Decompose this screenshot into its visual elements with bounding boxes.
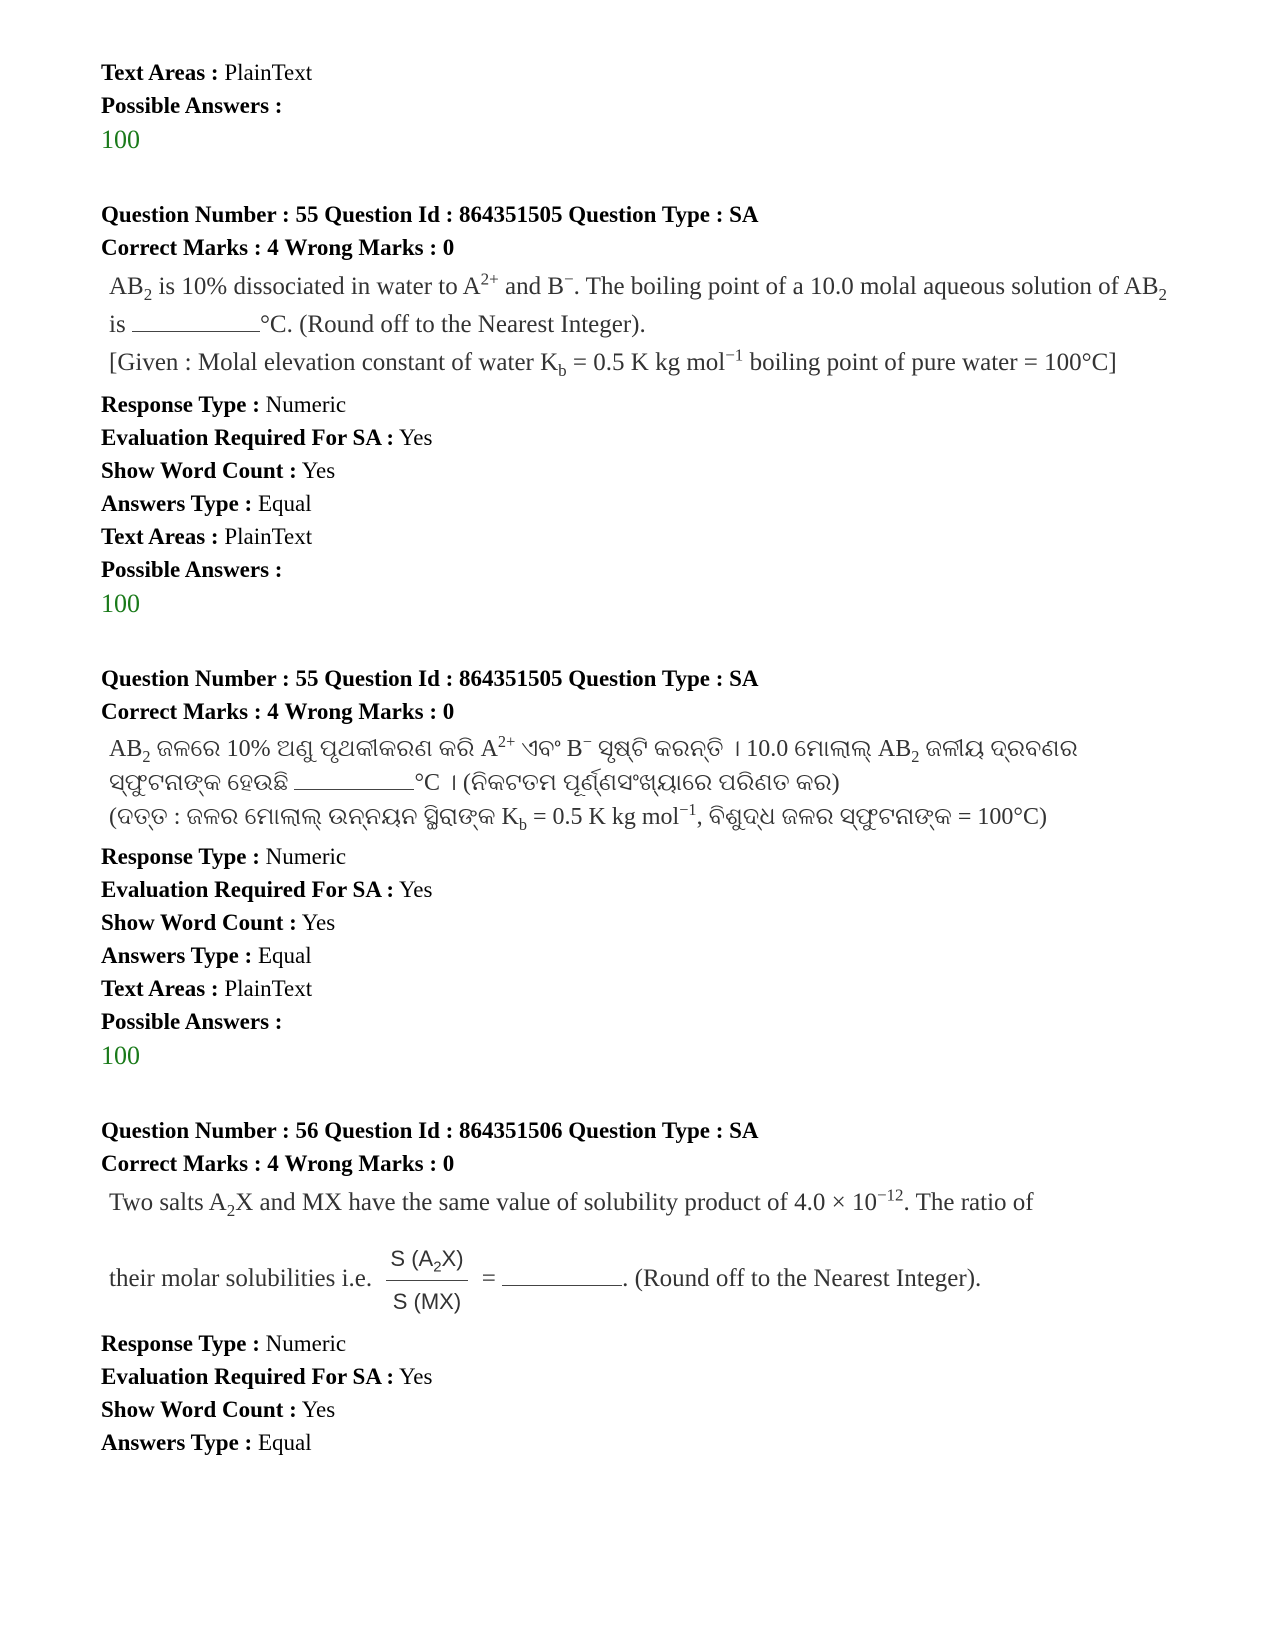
question-id: 864351505 [459,666,563,691]
wrong-marks: 0 [442,1151,455,1176]
text-areas-row: Text Areas : PlainText [101,976,313,1001]
question-number: 55 [295,666,319,691]
response-type-row: Response Type : Numeric [101,844,347,869]
possible-answer-value: 100 [101,1041,140,1070]
wrong-marks: 0 [442,235,455,260]
answer-blank [294,767,414,790]
text-areas-label: Text Areas : [101,60,219,85]
correct-marks: 4 [267,235,279,260]
question-text: Two salts $A_2X$ and MX have the same value of solubility product of $4.0 \times 10^{-12}$. The ratio of their molar solubilities i.e. $\frac{S (A_2X)}{S (MX)}$ = . (Round off to the Nearest Integer). [101,1184,1181,1321]
show-word-count-row: Show Word Count : Yes [101,910,336,935]
marks-row: Correct Marks : 4 Wrong Marks : 0 [101,699,455,724]
question-block [101,198,1181,622]
text-areas-row: Text Areas : PlainText [101,524,313,549]
correct-marks: 4 [267,1151,279,1176]
answers-type-row: Answers Type : Equal [101,943,312,968]
question-number: 56 [295,1118,319,1143]
evaluation-required-row: Evaluation Required For SA : Yes [101,1364,433,1389]
response-type-row: Response Type : Numeric [101,1331,347,1356]
question-type: SA [729,1118,759,1143]
answers-type-row: Answers Type : Equal [101,1430,312,1455]
ratio-expression: their molar solubilities i.e. $\frac{S (A_2X)}{S (MX)}$ = . (Round off to the Nearest Integer). [109,1240,1181,1321]
evaluation-required-row: Evaluation Required For SA : Yes [101,425,433,450]
response-type-row: Response Type : Numeric [101,392,347,417]
possible-answers-row: Possible Answers : [101,557,283,582]
text-areas-value: PlainText [224,60,313,85]
evaluation-required-row: Evaluation Required For SA : Yes [101,877,433,902]
question-id: 864351506 [459,1118,563,1143]
marks-row: Correct Marks : 4 Wrong Marks : 0 [101,1151,455,1176]
text-areas-row [101,56,1181,89]
possible-answers-row: Possible Answers : [101,1009,283,1034]
marks-row: Correct Marks : 4 Wrong Marks : 0 [101,235,455,260]
show-word-count-row: Show Word Count : Yes [101,1397,336,1422]
show-word-count-row: Show Word Count : Yes [101,458,336,483]
question-type: SA [729,666,759,691]
question-header: Question Number : 56 Question Id : 864351506 Question Type : SA [101,1118,759,1143]
answer-blank [132,309,260,332]
answer-blank [502,1263,622,1286]
possible-answers-label: Possible Answers : [101,93,283,118]
question-number: 55 [295,202,319,227]
wrong-marks: 0 [442,699,455,724]
question-text: $AB_2$ ଜଳରେ 10% ଅଣୁ ପୃଥକୀକରଣ କରି $A^{2+}$ ଏବଂ B− ସୃଷ୍ଟି କରନ୍ତି । 10.0 ମୋଲାଲ୍ $AB_2$ ଜଳୀୟ ଦ୍ରବଣର ସ୍ଫୁଟନାଙ୍କ ହେଉଛି °C । (ନିକଟତମ ପୂର୍ଣ୍ଣସଂଖ୍ୟାରେ ପରିଣତ କର) (ଦତ୍ତ : ଜଳର ମୋଲାଲ୍ ଉନ୍ନୟନ ସ୍ଥିରାଙ୍କ $K_b = 0.5$ K kg mol$^{-1}$, ବିଶୁଦ୍ଧ ଜଳର ସ୍ଫୁଟନାଙ୍କ = 100°C) [109,732,1078,834]
question-block [101,1114,1181,1459]
question-id: 864351505 [459,202,563,227]
question-block [101,662,1181,1074]
document-page [101,56,1181,1459]
question-type: SA [729,202,759,227]
question-text: $AB_2$ is 10% dissociated in water to $A^{2+}$ and B−. The boiling point of a 10.0 molal aqueous solution of $AB_2$ is °C. (Round off to the Nearest Integer). [Given : Molal elevation constant of water $K_b = 0.5$ K kg mol$^{-1}$ boiling point of pure water = 100°C] [109,269,1168,380]
possible-answers-row [101,89,1181,122]
possible-answer-value: 100 [101,589,140,618]
solubility-ratio-fraction: $\frac{S (A_2X)}{S (MX)}$ [386,1240,467,1321]
question-header: Question Number : 55 Question Id : 864351505 Question Type : SA [101,202,759,227]
question-header: Question Number : 55 Question Id : 864351505 Question Type : SA [101,666,759,691]
possible-answer-value: 100 [101,125,140,154]
correct-marks: 4 [267,699,279,724]
answers-type-row: Answers Type : Equal [101,491,312,516]
